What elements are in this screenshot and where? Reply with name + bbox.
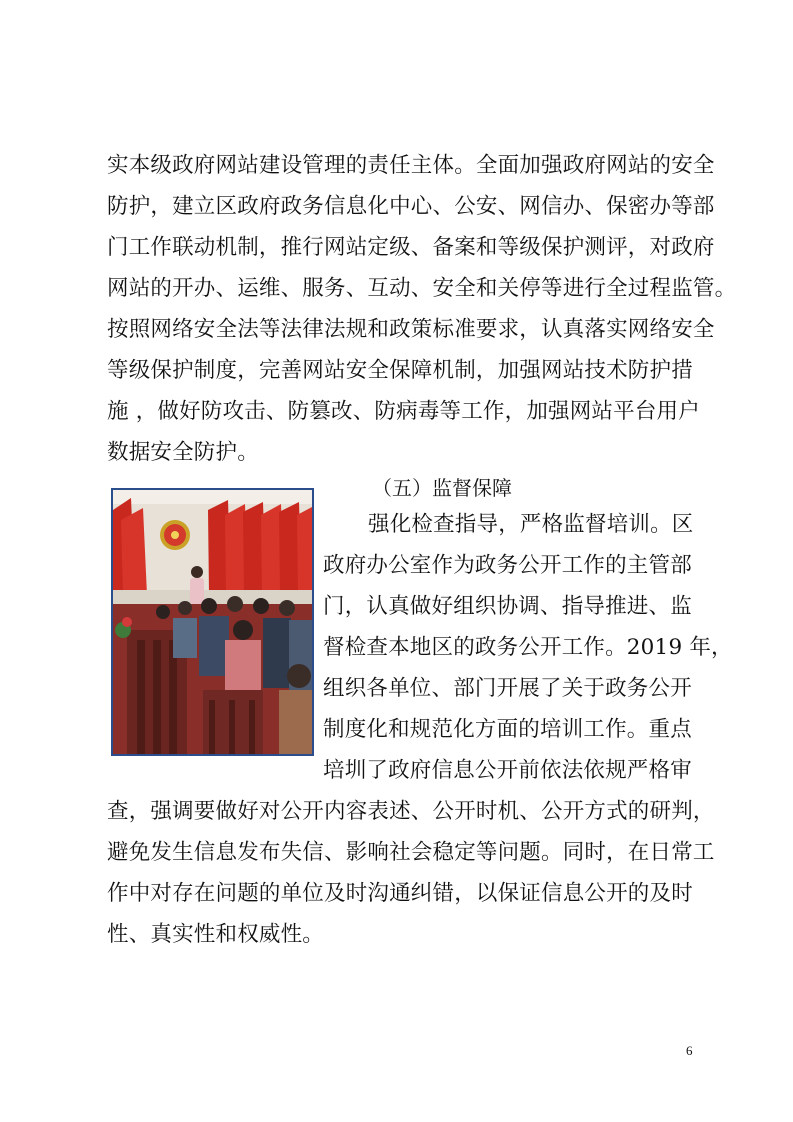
paragraph-line: 门工作联动机制，推行网站定级、备案和等级保护测评，对政府	[107, 235, 715, 260]
paragraph-line: 数据安全防护。	[107, 440, 259, 465]
paragraph-line: 等级保护制度，完善网站安全保障机制，加强网站技术防护措	[107, 358, 693, 383]
paragraph-line: 培圳了政府信息公开前依法依规严格审	[323, 758, 692, 783]
paragraph-line: 督检查本地区的政务公开工作。2019 年，	[323, 635, 733, 660]
paragraph-line: 性、真实性和权威性。	[107, 922, 325, 947]
section-heading: （五）监督保障	[372, 476, 512, 500]
paragraph-line: 施 ，做好防攻击、防篡改、防病毒等工作，加强网站平台用户	[107, 399, 700, 424]
paragraph-line: 门，认真做好组织协调、指导推进、监	[323, 594, 692, 619]
page-number: 6	[686, 1043, 693, 1058]
paragraph-line: 按照网络安全法等法律法规和政策标准要求，认真落实网络安全	[107, 317, 715, 342]
paragraph-line: 制度化和规范化方面的培训工作。重点	[323, 717, 692, 742]
paragraph-line: 避免发生信息发布失信、影响社会稳定等问题。同时，在日常工	[107, 840, 715, 865]
paragraph-line: 政府办公室作为政务公开工作的主管部	[323, 553, 692, 578]
paragraph-line: 网站的开办、运维、服务、互动、安全和关停等进行全过程监管。	[107, 276, 737, 301]
paragraph-line: 作中对存在问题的单位及时沟通纠错，以保证信息公开的及时	[107, 881, 693, 906]
paragraph-line: 查，强调要做好对公开内容表述、公开时机、公开方式的研判，	[107, 799, 715, 824]
paragraph-line: 实本级政府网站建设管理的责任主体。全面加强政府网站的安全	[107, 153, 715, 178]
paragraph-line: 防护，建立区政府政务信息化中心、公安、网信办、保密办等部	[107, 194, 715, 219]
meeting-photo	[111, 488, 314, 756]
paragraph-line: 组织各单位、部门开展了关于政务公开	[323, 676, 692, 701]
paragraph-line: 强化检查指导，严格监督培训。区	[368, 512, 694, 537]
meeting-photo-icon	[113, 490, 312, 754]
